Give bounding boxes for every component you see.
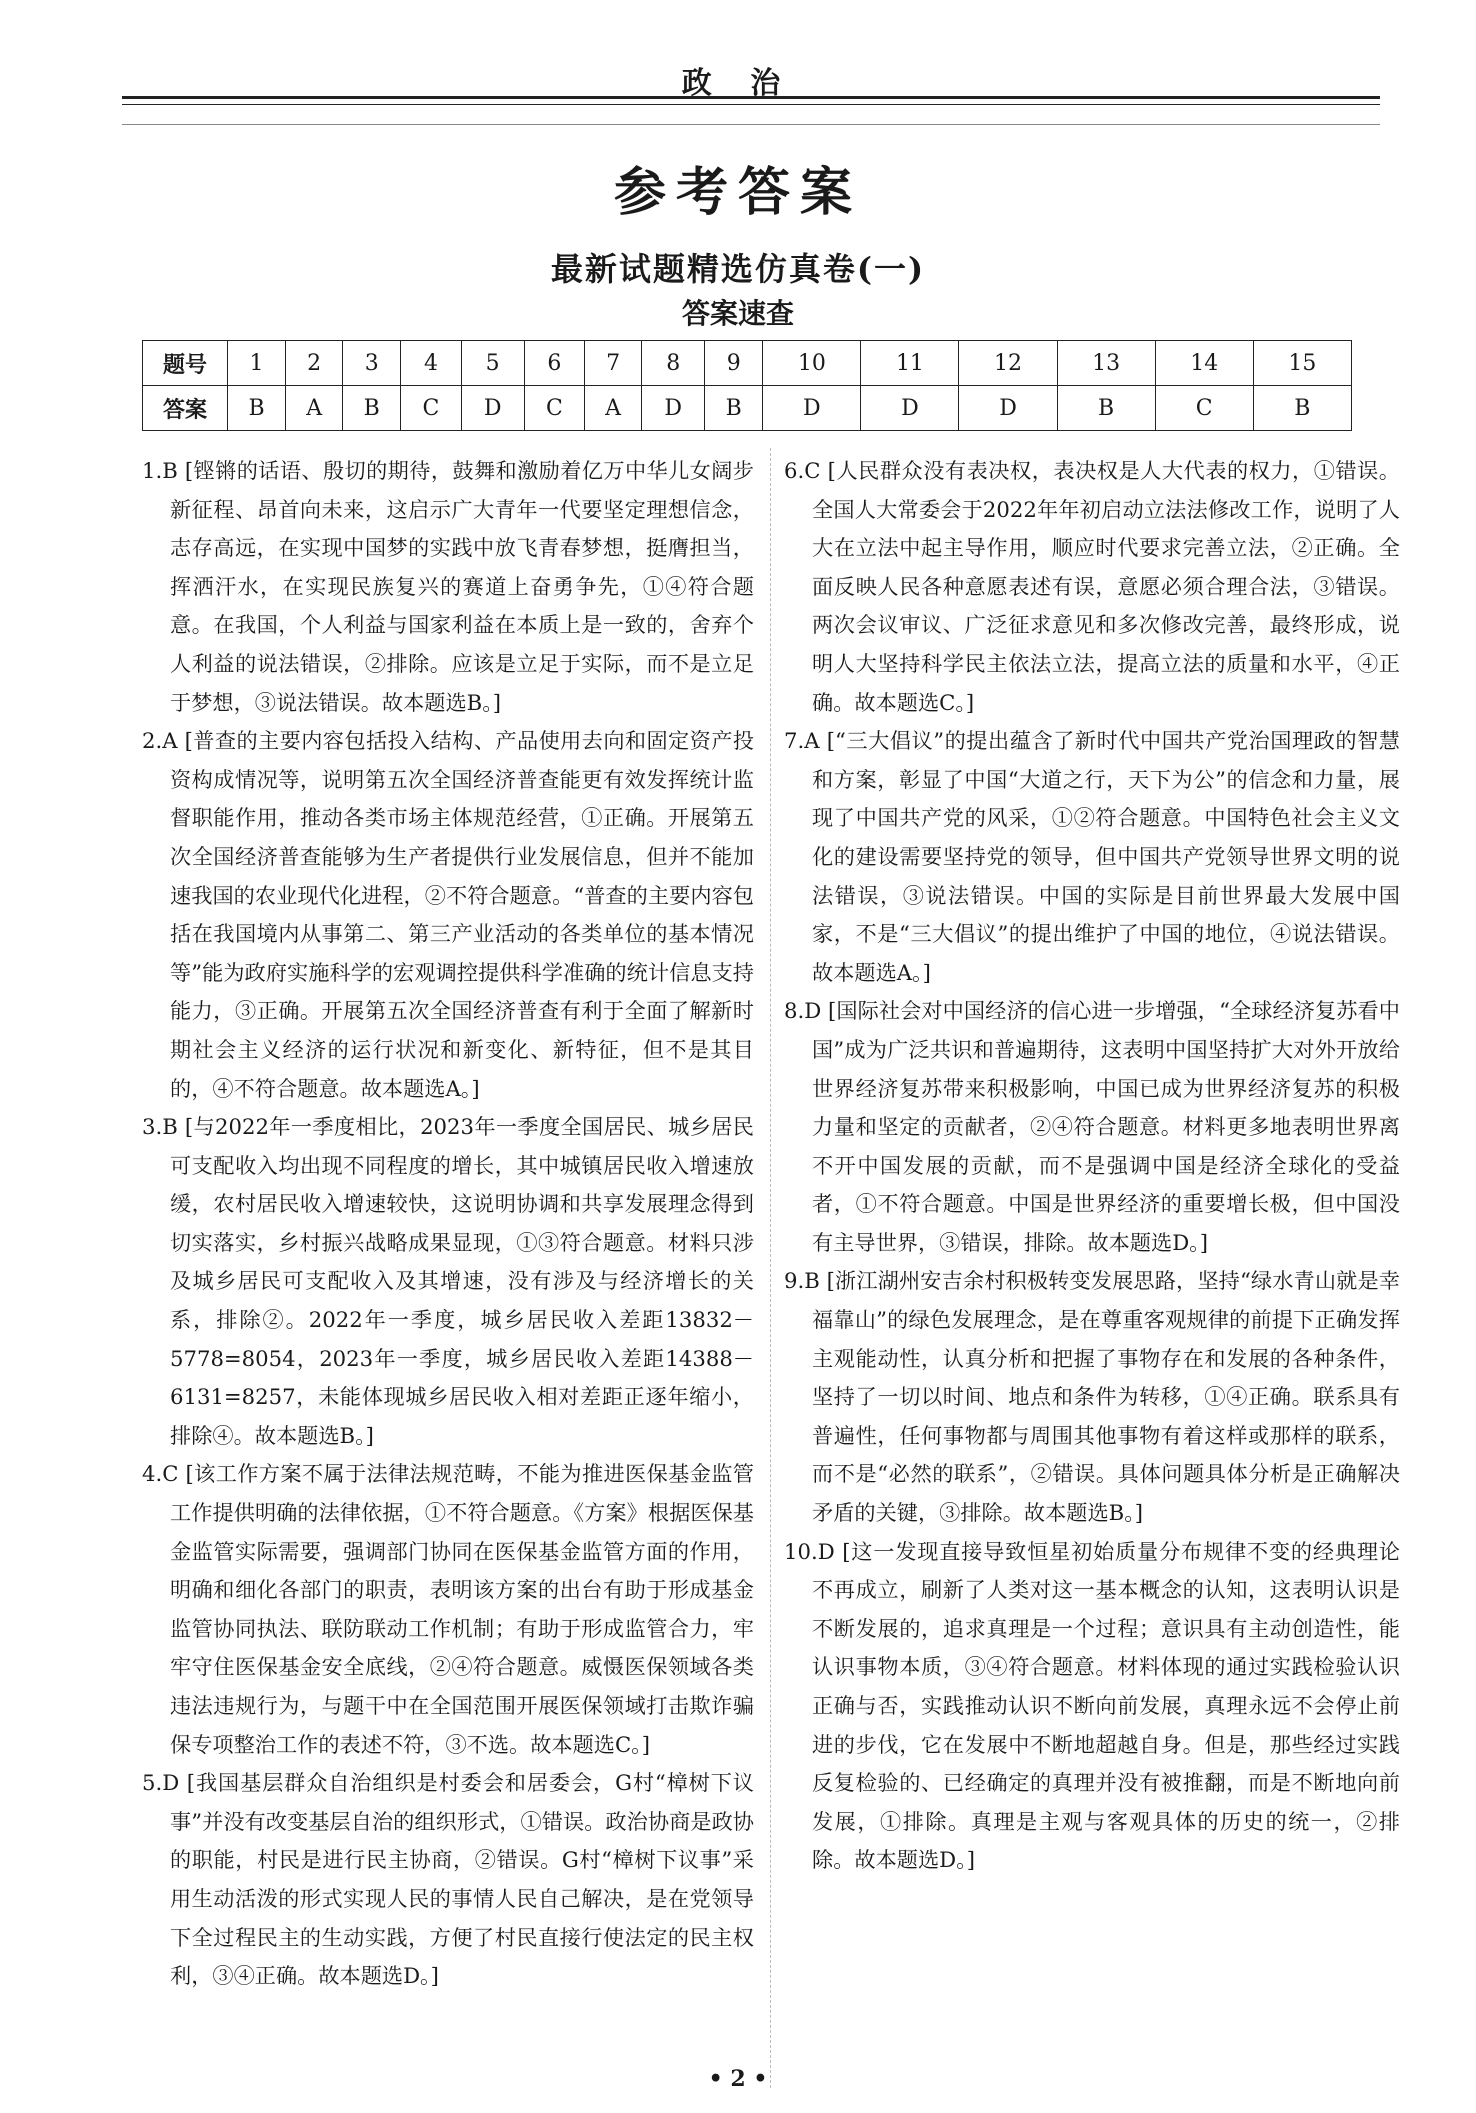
answer-letter: A <box>585 386 642 431</box>
question-number: 15 <box>1253 341 1351 386</box>
answer-letter: D <box>461 386 524 431</box>
explanation-item: 7.A [“三大倡议”的提出蕴含了新时代中国共产党治国理政的智慧和方案，彰显了中国“大道之行，天下为公”的信念和力量，展现了中国共产党的风采，①②符合题意。中国特色社会主义文化的建设需要坚持党的领导，但中国共产党领导世界文明的说法错误，③说法错误。中国的实际是目前世界最大发展中国家，不是“三大倡议”的提出维护了中国的地位，④说法错误。故本题选A。] <box>784 728 1400 985</box>
explanations-right-column <box>784 452 1400 1880</box>
explanation-item: 1.B [铿锵的话语、殷切的期待，鼓舞和激励着亿万中华儿女阔步新征程、昂首向未来，这启示广大青年一代要坚定理想信念，志存高远，在实现中国梦的实践中放飞青春梦想，挺膺担当，挥洒汗水，在实现民族复兴的赛道上奋勇争先，①④符合题意。在我国，个人利益与国家利益在本质上是一致的，舍弃个人利益的说法错误，②排除。应该是立足于实际，而不是立足于梦想，③说法错误。故本题选B。] <box>142 458 754 715</box>
answer-table-answer-row <box>143 386 1352 431</box>
question-number: 7 <box>585 341 642 386</box>
subject-header: 政 治 <box>681 66 795 101</box>
question-number: 1 <box>228 341 286 386</box>
answer-letter: C <box>1155 386 1253 431</box>
answer-letter: B <box>228 386 286 431</box>
quick-answer-title: 答案速查 <box>681 297 794 330</box>
question-number: 11 <box>861 341 959 386</box>
answer-letter: C <box>524 386 584 431</box>
answer-letter: D <box>763 386 861 431</box>
number-row-label: 题号 <box>143 341 228 386</box>
answer-letter: B <box>1253 386 1351 431</box>
answer-table-number-row <box>143 341 1352 386</box>
question-number: 14 <box>1155 341 1253 386</box>
explanation-item: 5.D [我国基层群众自治组织是村委会和居委会，G村“樟树下议事”并没有改变基层自治的组织形式，①错误。政治协商是政协的职能，村民是进行民主协商，②错误。G村“樟树下议事”采用生动活泼的形式实现人民的事情人民自己解决，是在党领导下全过程民主的生动实践，方便了村民直接行使法定的民主权利，③④正确。故本题选D。] <box>142 1770 754 1989</box>
explanation-item: 4.C [该工作方案不属于法律法规范畴，不能为推进医保基金监管工作提供明确的法律依据，①不符合题意。《方案》根据医保基金监管实际需要，强调部门协同在医保基金监管方面的作用，明确和细化各部门的职责，表明该方案的出台有助于形成基金监管协同执法、联防联动工作机制；有助于形成监管合力，牢牢守住医保基金安全底线，②④符合题意。威慑医保领域各类违法违规行为，与题干中在全国范围开展医保领域打击欺诈骗保专项整治工作的表述不符，③不选。故本题选C。] <box>142 1461 754 1757</box>
page-number: • 2 • <box>708 2066 768 2092</box>
explanation-item: 2.A [普查的主要内容包括投入结构、产品使用去向和固定资产投资构成情况等，说明第五次全国经济普查能更有效发挥统计监督职能作用，推动各类市场主体规范经营，①正确。开展第五次全国经济普查能够为生产者提供行业发展信息，但并不能加速我国的农业现代化进程，②不符合题意。“普查的主要内容包括在我国境内从事第二、第三产业活动的各类单位的基本情况等”能为政府实施科学的宏观调控提供科学准确的统计信息支持能力，③正确。开展第五次全国经济普查有利于全面了解新时期社会主义经济的运行状况和新变化、新特征，但不是其目的，④不符合题意。故本题选A。] <box>142 728 754 1101</box>
answer-letter: B <box>705 386 763 431</box>
question-number: 2 <box>286 341 343 386</box>
answer-row-label: 答案 <box>143 386 228 431</box>
explanation-item: 8.D [国际社会对中国经济的信心进一步增强，“全球经济复苏看中国”成为广泛共识和普遍期待，这表明中国坚持扩大对外开放给世界经济复苏带来积极影响，中国已成为世界经济复苏的积极力量和坚定的贡献者，②④符合题意。材料更多地表明世界离不开中国发展的贡献，而不是强调中国是经济全球化的受益者，①不符合题意。中国是世界经济的重要增长极，但中国没有主导世界，③错误，排除。故本题选D。] <box>784 998 1400 1255</box>
question-number: 8 <box>642 341 705 386</box>
question-number: 4 <box>401 341 461 386</box>
question-number: 5 <box>461 341 524 386</box>
question-number: 13 <box>1057 341 1155 386</box>
answer-table <box>142 340 1352 431</box>
answer-letter: B <box>343 386 401 431</box>
answer-letter: D <box>959 386 1057 431</box>
answer-letter: C <box>401 386 461 431</box>
answer-letter: B <box>1057 386 1155 431</box>
explanation-item: 9.B [浙江湖州安吉余村积极转变发展思路，坚持“绿水青山就是幸福靠山”的绿色发展理念，是在尊重客观规律的前提下正确发挥主观能动性，认真分析和把握了事物存在和发展的各种条件，坚持了一切以时间、地点和条件为转移，①④正确。联系具有普遍性，任何事物都与周围其他事物有着这样或那样的联系，而不是“必然的联系”，②错误。具体问题具体分析是正确解决矛盾的关键，③排除。故本题选B。] <box>784 1268 1400 1526</box>
exam-subtitle: 最新试题精选仿真卷(一) <box>550 250 926 288</box>
explanation-item: 10.D [这一发现直接导致恒星初始质量分布规律不变的经典理论不再成立，刷新了人类对这一基本概念的认知，这表明认识是不断发展的，追求真理是一个过程；意识具有主动创造性，能认识事物本质，③④符合题意。材料体现的通过实践检验认识正确与否，实践推动认识不断向前发展，真理永远不会停止前进的步伐，它在发展中不断地超越自身。但是，那些经过实践反复检验的、已经确定的真理并没有被推翻，而是不断地向前发展，①排除。真理是主观与客观具体的历史的统一，②排除。故本题选D。] <box>784 1538 1400 1873</box>
explanation-item: 3.B [与2022年一季度相比，2023年一季度全国居民、城乡居民可支配收入均出现不同程度的增长，其中城镇居民收入增速放缓，农村居民收入增速较快，这说明协调和共享发展理念得到切实落实，乡村振兴战略成果显现，①③符合题意。材料只涉及城乡居民可支配收入及其增速，没有涉及与经济增长的关系，排除②。2022年一季度，城乡居民收入差距13832－5778=8054，2023年一季度，城乡居民收入差距14388－6131=8257，未能体现城乡居民收入相对差距正逐年缩小，排除④。故本题选B。] <box>142 1114 754 1448</box>
answer-letter: A <box>286 386 343 431</box>
answer-letter: D <box>642 386 705 431</box>
question-number: 3 <box>343 341 401 386</box>
question-number: 9 <box>705 341 763 386</box>
column-divider <box>770 448 771 2088</box>
page-title: 参考答案 <box>613 162 862 223</box>
header-rule-light <box>122 124 1380 125</box>
question-number: 12 <box>959 341 1057 386</box>
header-rule-thin <box>122 104 1380 105</box>
question-number: 10 <box>763 341 861 386</box>
explanation-item: 6.C [人民群众没有表决权，表决权是人大代表的权力，①错误。全国人大常委会于2022年年初启动立法法修改工作，说明了人大在立法中起主导作用，顺应时代要求完善立法，②正确。全面反映人民各种意愿表述有误，意愿必须合理合法，③错误。两次会议审议、广泛征求意见和多次修改完善，最终形成，说明人大坚持科学民主依法立法，提高立法的质量和水平，④正确。故本题选C。] <box>784 458 1400 715</box>
explanations-left-column <box>142 452 754 1996</box>
header-rule-thick <box>122 96 1380 99</box>
question-number: 6 <box>524 341 584 386</box>
answer-letter: D <box>861 386 959 431</box>
